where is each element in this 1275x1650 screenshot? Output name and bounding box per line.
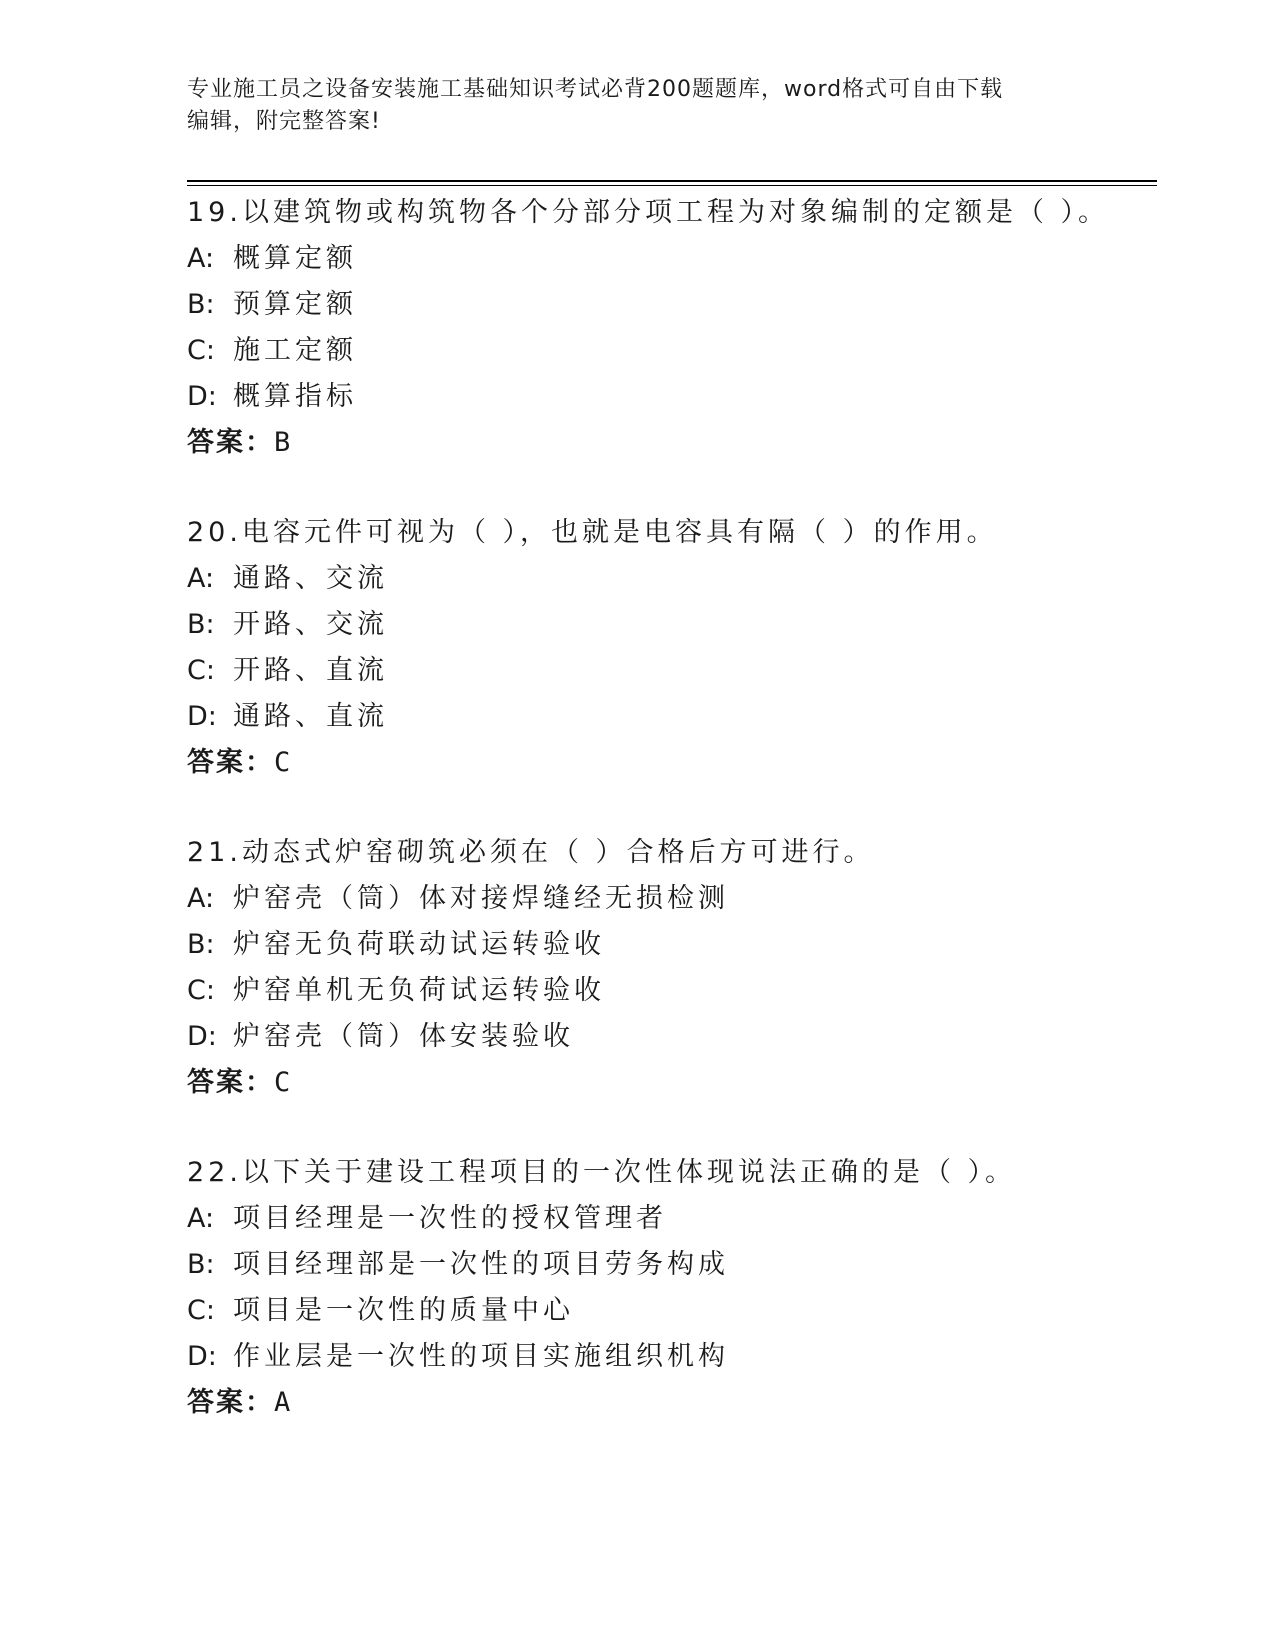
option-text: 项目经理是一次性的授权管理者 bbox=[233, 1203, 667, 1234]
option-text: 通路、交流 bbox=[233, 563, 388, 594]
option-key: C: bbox=[187, 975, 215, 1006]
option-text: 预算定额 bbox=[233, 289, 357, 320]
option-b bbox=[187, 922, 1157, 968]
option-key: D: bbox=[187, 701, 217, 732]
header-divider-thick bbox=[187, 180, 1157, 182]
option-text: 开路、直流 bbox=[233, 655, 388, 686]
option-key: D: bbox=[187, 1341, 217, 1372]
question-stem: 20.电容元件可视为（ ），也就是电容具有隔（ ）的作用。 bbox=[187, 517, 998, 548]
header-line-1: 专业施工员之设备安装施工基础知识考试必背200题题库，word格式可自由下载 bbox=[187, 77, 1004, 102]
answer-line bbox=[187, 1380, 1157, 1426]
option-text: 作业层是一次性的项目实施组织机构 bbox=[233, 1341, 729, 1372]
option-c bbox=[187, 968, 1157, 1014]
option-text: 炉窑无负荷联动试运转验收 bbox=[233, 929, 605, 960]
answer-label: 答案： bbox=[187, 1387, 274, 1418]
option-d bbox=[187, 374, 1157, 420]
answer-line bbox=[187, 740, 1157, 786]
option-text: 施工定额 bbox=[233, 335, 357, 366]
option-key: A: bbox=[187, 1203, 215, 1234]
option-text: 项目是一次性的质量中心 bbox=[233, 1295, 574, 1326]
option-d bbox=[187, 1014, 1157, 1060]
question-stem: 19.以建筑物或构筑物各个分部分项工程为对象编制的定额是（ ）。 bbox=[187, 197, 1110, 228]
option-b bbox=[187, 282, 1157, 328]
option-key: D: bbox=[187, 1021, 217, 1052]
option-a bbox=[187, 1196, 1157, 1242]
option-b bbox=[187, 602, 1157, 648]
option-d bbox=[187, 694, 1157, 740]
question-19 bbox=[187, 190, 1157, 510]
option-key: A: bbox=[187, 243, 215, 274]
option-key: C: bbox=[187, 1295, 215, 1326]
answer-line bbox=[187, 1060, 1157, 1106]
option-text: 通路、直流 bbox=[233, 701, 388, 732]
option-d bbox=[187, 1334, 1157, 1380]
option-key: A: bbox=[187, 883, 215, 914]
option-text: 开路、交流 bbox=[233, 609, 388, 640]
option-key: B: bbox=[187, 289, 215, 320]
option-key: A: bbox=[187, 563, 215, 594]
option-text: 概算指标 bbox=[233, 381, 357, 412]
document-header bbox=[187, 74, 1087, 138]
option-text: 炉窑壳（筒）体安装验收 bbox=[233, 1021, 574, 1052]
option-key: B: bbox=[187, 929, 215, 960]
option-key: D: bbox=[187, 381, 217, 412]
option-a bbox=[187, 876, 1157, 922]
question-stem: 22.以下关于建设工程项目的一次性体现说法正确的是（ ）。 bbox=[187, 1157, 1017, 1188]
answer-value: C bbox=[274, 747, 291, 778]
question-21 bbox=[187, 830, 1157, 1150]
option-key: C: bbox=[187, 655, 215, 686]
answer-value: A bbox=[274, 1387, 291, 1418]
question-20 bbox=[187, 510, 1157, 830]
question-22 bbox=[187, 1150, 1157, 1470]
answer-label: 答案： bbox=[187, 1067, 274, 1098]
option-c bbox=[187, 1288, 1157, 1334]
option-key: B: bbox=[187, 1249, 215, 1280]
option-text: 概算定额 bbox=[233, 243, 357, 274]
answer-label: 答案： bbox=[187, 427, 274, 458]
option-text: 项目经理部是一次性的项目劳务构成 bbox=[233, 1249, 729, 1280]
option-a bbox=[187, 556, 1157, 602]
question-list bbox=[187, 190, 1157, 1470]
option-c bbox=[187, 328, 1157, 374]
option-key: C: bbox=[187, 335, 215, 366]
header-divider-thin bbox=[187, 185, 1157, 186]
answer-line bbox=[187, 420, 1157, 466]
option-text: 炉窑壳（筒）体对接焊缝经无损检测 bbox=[233, 883, 729, 914]
answer-value: C bbox=[274, 1067, 291, 1098]
header-line-2: 编辑，附完整答案! bbox=[187, 109, 381, 134]
option-c bbox=[187, 648, 1157, 694]
answer-label: 答案： bbox=[187, 747, 274, 778]
question-stem: 21.动态式炉窑砌筑必须在（ ）合格后方可进行。 bbox=[187, 837, 875, 868]
option-key: B: bbox=[187, 609, 215, 640]
option-b bbox=[187, 1242, 1157, 1288]
answer-value: B bbox=[274, 427, 291, 458]
option-text: 炉窑单机无负荷试运转验收 bbox=[233, 975, 605, 1006]
option-a bbox=[187, 236, 1157, 282]
